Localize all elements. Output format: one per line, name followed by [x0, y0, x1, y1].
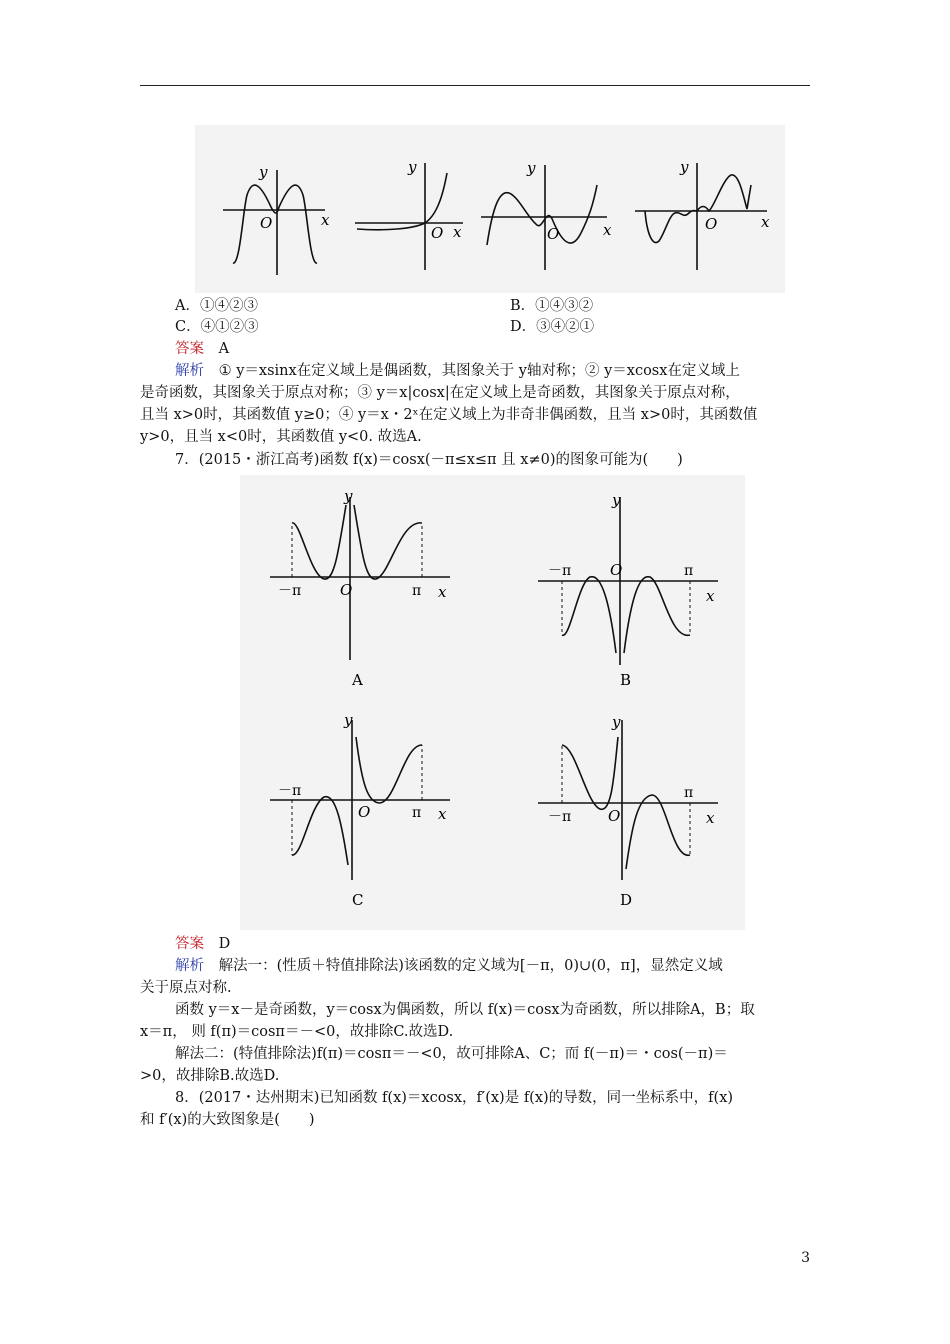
q7-b-o: O	[610, 561, 623, 579]
page-number: 3	[801, 1250, 810, 1266]
q7-b-x: x	[706, 587, 715, 605]
q7-analysis-label: 解析	[175, 958, 204, 974]
q6-analysis-row1	[175, 361, 740, 381]
q7-analysis-line4: x＝π， 则 f(π)＝cosπ＝－<0，故排除C.故选D.	[140, 1024, 454, 1040]
header-rule	[140, 85, 810, 86]
q6-option-c: C．④①②③	[175, 319, 259, 335]
q7-stem: 7．(2015・浙江高考)函数 f(x)＝cosx(－π≤x≤π 且 x≠0)的图象可能为( )	[175, 452, 683, 468]
q6-g4-o: O	[705, 215, 718, 233]
q7-a-y: y	[344, 487, 353, 505]
q7-a-label: A	[352, 671, 363, 689]
q6-analysis-label: 解析	[175, 363, 204, 379]
q7-c-pi: π	[412, 805, 422, 821]
q7-d-label: D	[620, 891, 633, 909]
q7-a-o: O	[340, 581, 353, 599]
q7-answer-label: 答案	[175, 936, 204, 952]
q7-c-label: C	[352, 891, 364, 909]
q7-a-pi: π	[412, 583, 422, 599]
q7-c-o: O	[358, 803, 371, 821]
q6-option-d: D．③④②①	[510, 319, 595, 335]
q7-analysis-line1: 解法一：(性质＋特值排除法)该函数的定义域为[－π，0)∪(0，π]，显然定义域	[218, 958, 723, 974]
q6-option-a: A．①④②③	[175, 298, 258, 314]
q7-b-label: B	[620, 671, 632, 689]
q6-g2-x: x	[453, 223, 462, 241]
q7-b-pi: π	[684, 563, 694, 579]
q7-d-x: x	[706, 809, 715, 827]
q6-analysis-line2: 是奇函数，其图象关于原点对称；③ y＝x|cosx|在定义域上是奇函数，其图象关于原点对称，	[140, 385, 740, 401]
q7-d-negpi: －π	[548, 809, 572, 825]
q6-answer-row	[175, 339, 229, 359]
q6-option-b: B．①④③②	[510, 298, 594, 314]
q6-analysis-line3: 且当 x>0时，其函数值 y≥0；④ y＝x・2ˣ在定义域上为非奇非偶函数，且当 x>0时，其函数值	[140, 407, 758, 423]
q7-answer-value: D	[218, 936, 231, 952]
q7-d-y: y	[612, 713, 621, 731]
q6-g4-x: x	[761, 213, 770, 231]
q6-analysis-line1: ① y＝xsinx在定义域上是偶函数，其图象关于 y轴对称；② y＝xcosx在定义域上	[218, 363, 740, 379]
q6-g4-y: y	[680, 158, 689, 176]
q7-figure	[240, 475, 745, 930]
q7-analysis-line2: 关于原点对称.	[140, 980, 232, 996]
q6-answer-label: 答案	[175, 341, 204, 357]
q7-analysis-line3: 函数 y＝x－是奇函数，y＝cosx为偶函数，所以 f(x)＝cosx为奇函数，所以排除A，B；取	[175, 1002, 755, 1018]
q7-d-o: O	[608, 807, 621, 825]
q7-analysis-line6: >0，故排除B.故选D.	[140, 1068, 280, 1084]
q6-g3-y: y	[527, 159, 536, 177]
q7-c-negpi: －π	[278, 783, 302, 799]
q6-g3-o: O	[547, 225, 560, 243]
q6-g3-x: x	[603, 221, 612, 239]
q7-c-x: x	[438, 805, 447, 823]
q6-analysis-line4: y>0，且当 x<0时，其函数值 y<0. 故选A.	[140, 429, 422, 445]
q6-g2-y: y	[408, 158, 417, 176]
q7-answer-row	[175, 934, 230, 954]
q7-analysis-line5: 解法二：(特值排除法)f(π)＝cosπ＝－<0，故可排除A、C；而 f(－π)＝・cos(－π)＝	[175, 1046, 728, 1062]
q7-b-y: y	[612, 491, 621, 509]
q6-answer-value: A	[218, 341, 230, 357]
q8-line1: 8．(2017・达州期末)已知函数 f(x)＝xcosx，f′(x)是 f(x)的导数，同一坐标系中，f(x)	[175, 1090, 734, 1106]
q6-g1-x: x	[321, 211, 330, 229]
q7-c-y: y	[344, 711, 353, 729]
q6-g2-o: O	[431, 224, 444, 242]
q7-a-negpi: －π	[278, 583, 302, 599]
q6-figure	[195, 125, 785, 293]
q6-g1-y: y	[259, 163, 268, 181]
q7-b-negpi: －π	[548, 563, 572, 579]
q8-line2: 和 f′(x)的大致图象是( )	[140, 1112, 315, 1128]
q7-a-x: x	[438, 583, 447, 601]
q7-analysis-row1	[175, 956, 723, 976]
q6-g1-o: O	[260, 214, 273, 232]
q7-d-pi: π	[684, 785, 694, 801]
